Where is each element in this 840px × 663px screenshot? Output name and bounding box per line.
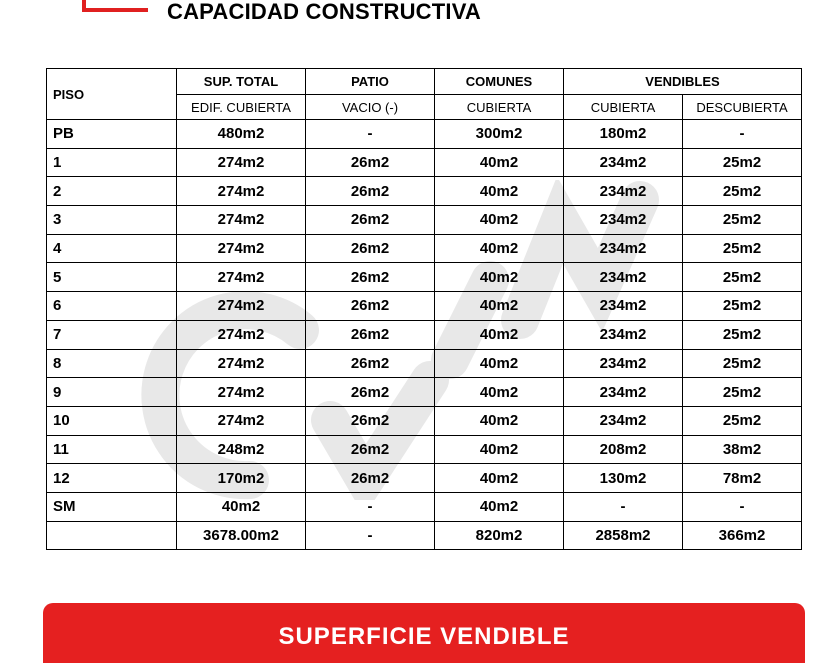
floor-cell: 8 [47,349,177,378]
value-cell: 274m2 [177,177,306,206]
table-row [47,292,802,321]
value-cell: 25m2 [683,206,802,235]
value-cell: 274m2 [177,378,306,407]
value-cell: 366m2 [683,521,802,550]
value-cell: 40m2 [435,406,564,435]
value-cell: 26m2 [306,378,435,407]
value-cell: 26m2 [306,263,435,292]
page-title: CAPACIDAD CONSTRUCTIVA [167,0,482,24]
value-cell: 40m2 [435,234,564,263]
value-cell: 25m2 [683,263,802,292]
value-cell: 234m2 [564,177,683,206]
value-cell: 25m2 [683,234,802,263]
value-cell: 40m2 [435,292,564,321]
value-cell: 3678.00m2 [177,521,306,550]
value-cell: 26m2 [306,206,435,235]
value-cell: 25m2 [683,378,802,407]
floor-cell: 3 [47,206,177,235]
value-cell: 2858m2 [564,521,683,550]
value-cell: 26m2 [306,320,435,349]
value-cell: 40m2 [435,148,564,177]
value-cell: 274m2 [177,320,306,349]
column-group-header: SUP. TOTAL [177,69,306,95]
value-cell: 234m2 [564,148,683,177]
value-cell: 234m2 [564,406,683,435]
table-row [47,492,802,521]
table-row [47,263,802,292]
value-cell: 234m2 [564,263,683,292]
value-cell: 300m2 [435,120,564,149]
table-group-header-row [47,69,802,95]
value-cell: 26m2 [306,406,435,435]
floor-cell [47,521,177,550]
table-row [47,406,802,435]
value-cell: 234m2 [564,349,683,378]
column-group-header: VENDIBLES [564,69,802,95]
value-cell: 26m2 [306,349,435,378]
column-group-header: PATIO [306,69,435,95]
floor-cell: 4 [47,234,177,263]
value-cell: 40m2 [435,378,564,407]
value-cell: 274m2 [177,234,306,263]
value-cell: 40m2 [435,263,564,292]
column-subheader: CUBIERTA [435,95,564,120]
value-cell: 40m2 [435,206,564,235]
value-cell: 234m2 [564,378,683,407]
value-cell: 274m2 [177,206,306,235]
value-cell: 274m2 [177,349,306,378]
value-cell: 208m2 [564,435,683,464]
value-cell: - [564,492,683,521]
table-row [47,120,802,149]
value-cell: 40m2 [435,349,564,378]
table-row [47,148,802,177]
value-cell: 26m2 [306,177,435,206]
value-cell: - [683,120,802,149]
value-cell: - [306,120,435,149]
value-cell: 274m2 [177,148,306,177]
value-cell: 274m2 [177,406,306,435]
column-group-header: COMUNES [435,69,564,95]
value-cell: 180m2 [564,120,683,149]
table-row [47,177,802,206]
floor-cell: 2 [47,177,177,206]
value-cell: 38m2 [683,435,802,464]
value-cell: 25m2 [683,148,802,177]
value-cell: 26m2 [306,292,435,321]
value-cell: 234m2 [564,234,683,263]
value-cell: 26m2 [306,464,435,493]
value-cell: 40m2 [435,492,564,521]
value-cell: 480m2 [177,120,306,149]
column-header-piso: PISO [47,69,177,120]
table-row [47,234,802,263]
value-cell: 248m2 [177,435,306,464]
value-cell: 25m2 [683,349,802,378]
value-cell: 25m2 [683,177,802,206]
floor-cell: 9 [47,378,177,407]
logo-bracket [82,0,148,12]
value-cell: 26m2 [306,234,435,263]
value-cell: 274m2 [177,292,306,321]
value-cell: 25m2 [683,406,802,435]
superficie-vendible-banner [43,603,805,663]
floor-cell: 10 [47,406,177,435]
value-cell: 170m2 [177,464,306,493]
value-cell: - [306,521,435,550]
table-row [47,435,802,464]
column-subheader: VACIO (-) [306,95,435,120]
value-cell: - [306,492,435,521]
value-cell: 130m2 [564,464,683,493]
banner-label: SUPERFICIE VENDIBLE [278,623,570,650]
column-subheader: EDIF. CUBIERTA [177,95,306,120]
value-cell: 40m2 [435,435,564,464]
floor-cell: PB [47,120,177,149]
capacity-table [46,68,802,550]
value-cell: 40m2 [435,464,564,493]
value-cell: 25m2 [683,320,802,349]
floor-cell: SM [47,492,177,521]
value-cell: 26m2 [306,435,435,464]
value-cell: 26m2 [306,148,435,177]
value-cell: 40m2 [435,177,564,206]
table-row [47,464,802,493]
table-row [47,521,802,550]
value-cell: 78m2 [683,464,802,493]
column-subheader: DESCUBIERTA [683,95,802,120]
table-row [47,320,802,349]
value-cell: 820m2 [435,521,564,550]
column-subheader: CUBIERTA [564,95,683,120]
value-cell: 40m2 [177,492,306,521]
floor-cell: 11 [47,435,177,464]
value-cell: 234m2 [564,320,683,349]
floor-cell: 12 [47,464,177,493]
floor-cell: 6 [47,292,177,321]
value-cell: - [683,492,802,521]
value-cell: 234m2 [564,206,683,235]
value-cell: 274m2 [177,263,306,292]
table-row [47,349,802,378]
floor-cell: 5 [47,263,177,292]
table-row [47,378,802,407]
value-cell: 234m2 [564,292,683,321]
floor-cell: 7 [47,320,177,349]
value-cell: 25m2 [683,292,802,321]
value-cell: 40m2 [435,320,564,349]
table-row [47,206,802,235]
table-body [47,120,802,550]
floor-cell: 1 [47,148,177,177]
